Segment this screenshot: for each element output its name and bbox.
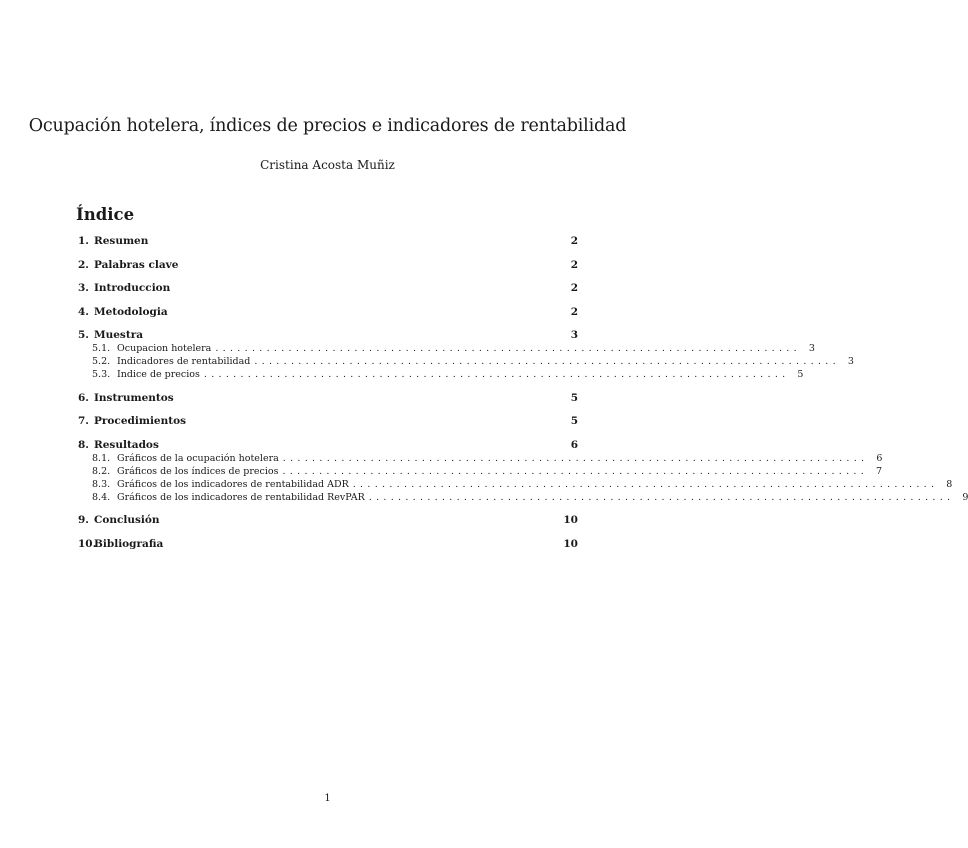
page-number: 1 (324, 793, 331, 804)
toc-section-page: 2 (570, 258, 578, 271)
toc-dot-leader: ................................................................................ (254, 356, 840, 367)
toc-subsection-number: 8.2. (92, 465, 111, 477)
toc-section-number: 8. (78, 438, 89, 451)
toc-section-number: 9. (78, 514, 89, 526)
toc-section-label: Resumen (94, 235, 149, 247)
toc-subsection-label: Gráficos de los indicadores de rentabilidad ADR (117, 478, 349, 490)
toc-section-label: Conclusión (94, 514, 160, 526)
toc-section-page: 5 (570, 415, 578, 427)
toc-subsection-entry[interactable] (78, 452, 883, 466)
toc-subsection-number: 5.2. (92, 356, 111, 367)
toc-section-entry[interactable] (78, 439, 578, 453)
table-of-contents (78, 232, 968, 552)
toc-section-entry[interactable] (78, 538, 578, 552)
toc-heading: Índice (76, 205, 135, 224)
toc-subsection-label: Gráficos de los índices de precios (117, 465, 279, 477)
toc-subsection-entry[interactable] (78, 491, 968, 505)
toc-subsection-entry[interactable] (78, 356, 854, 369)
toc-subsection-page: 7 (876, 465, 883, 477)
toc-section-label: Bibliografia (94, 537, 164, 550)
toc-section-label: Instrumentos (94, 391, 174, 404)
toc-section-number: 3. (78, 282, 89, 294)
toc-section-entry[interactable] (78, 415, 578, 429)
toc-subsection-number: 5.3. (92, 369, 111, 380)
toc-dot-leader: ................................................................................ (282, 452, 869, 464)
toc-subsection-page: 9 (962, 491, 968, 503)
toc-section-entry[interactable] (78, 235, 578, 249)
toc-subsection-number: 8.3. (92, 478, 111, 490)
toc-subsection-label: Gráficos de los indicadores de rentabilidad RevPAR (117, 491, 365, 503)
toc-section-number: 6. (78, 391, 89, 404)
document-author: Cristina Acosta Muñiz (260, 158, 395, 172)
toc-subsection-number: 8.4. (92, 491, 111, 503)
toc-section-number: 4. (78, 305, 89, 318)
toc-section-label: Procedimientos (94, 415, 187, 427)
toc-subsection-number: 8.1. (92, 452, 111, 464)
toc-section-page: 5 (570, 391, 578, 404)
toc-section-entry[interactable] (78, 329, 578, 343)
toc-subsection-entry[interactable] (78, 343, 815, 356)
toc-section-page: 3 (570, 329, 578, 341)
toc-subsection-page: 8 (946, 478, 953, 490)
toc-section-entry[interactable] (78, 282, 578, 296)
toc-section-number: 10. (78, 537, 97, 550)
document-title: Ocupación hotelera, índices de precios e indicadores de rentabilidad (28, 116, 627, 136)
toc-section-page: 10 (563, 514, 578, 526)
toc-section-number: 5. (78, 329, 89, 341)
toc-dot-leader: ................................................................................ (352, 478, 939, 490)
toc-section-label: Metodologia (94, 305, 168, 318)
toc-section-entry[interactable] (78, 306, 578, 320)
toc-subsection-page: 3 (808, 343, 815, 354)
toc-subsection-entry[interactable] (78, 369, 804, 382)
toc-subsection-label: Indicadores de rentabilidad (117, 356, 251, 367)
toc-dot-leader: ................................................................................ (215, 343, 801, 354)
toc-section-page: 10 (563, 537, 578, 550)
toc-section-label: Palabras clave (94, 258, 179, 271)
toc-subsection-page: 6 (876, 452, 883, 464)
toc-section-page: 2 (570, 305, 578, 318)
toc-subsection-label: Gráficos de la ocupación hotelera (117, 452, 279, 464)
toc-subsection-entry[interactable] (78, 478, 953, 492)
toc-section-label: Introduccion (94, 282, 171, 294)
toc-section-number: 2. (78, 258, 89, 271)
toc-dot-leader: ................................................................................ (282, 465, 869, 477)
toc-section-number: 7. (78, 415, 89, 427)
toc-section-entry[interactable] (78, 514, 578, 528)
toc-subsection-page: 5 (797, 369, 804, 380)
toc-subsection-number: 5.1. (92, 343, 111, 354)
toc-section-number: 1. (78, 235, 89, 247)
toc-section-page: 2 (570, 235, 578, 247)
toc-section-page: 2 (570, 282, 578, 294)
toc-dot-leader: ................................................................................ (368, 491, 955, 503)
toc-section-entry[interactable] (78, 392, 578, 406)
toc-subsection-label: Ocupacion hotelera (117, 343, 212, 354)
toc-section-label: Resultados (94, 438, 159, 451)
toc-subsection-label: Indice de precios (117, 369, 200, 380)
toc-section-page: 6 (570, 438, 578, 451)
toc-subsection-entry[interactable] (78, 465, 883, 479)
toc-section-entry[interactable] (78, 259, 578, 273)
toc-subsection-page: 3 (847, 356, 854, 367)
toc-dot-leader: ................................................................................ (203, 369, 790, 380)
toc-section-label: Muestra (94, 329, 144, 341)
